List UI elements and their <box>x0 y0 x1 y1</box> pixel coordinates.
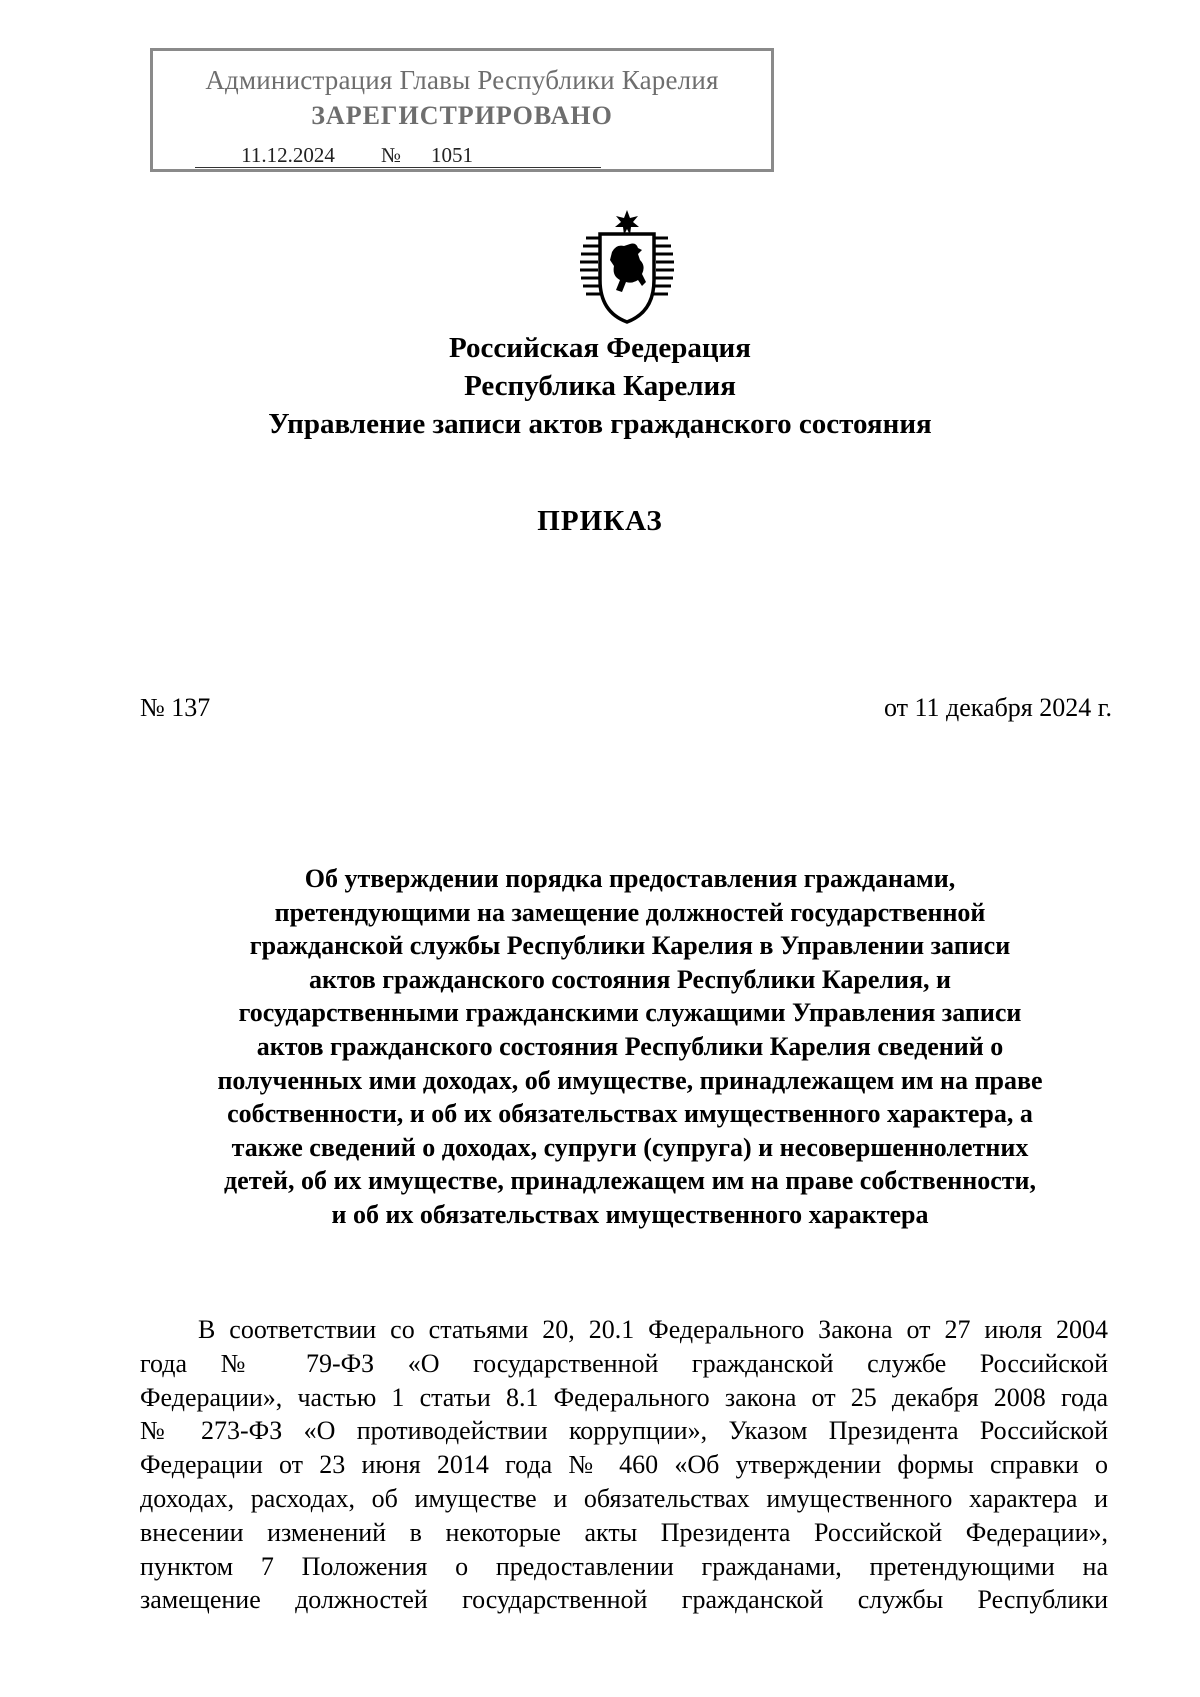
body-line: пунктом 7 Положения о предоставлении гражданами, претендующими на <box>140 1551 1108 1581</box>
registration-stamp <box>150 48 774 172</box>
header-country: Российская Федерация <box>449 332 751 364</box>
stamp-title: Администрация Главы Республики Карелия <box>205 65 719 95</box>
subject-line: полученных ими доходах, об имуществе, принадлежащем им на праве <box>217 1065 1043 1095</box>
stamp-date: 11.12.2024 <box>195 143 381 168</box>
body-line: замещение должностей государственной гражданской службы Республики <box>140 1585 1108 1615</box>
stamp-number-sign: № <box>381 143 402 167</box>
document-type: ПРИКАЗ <box>537 505 663 537</box>
order-date: от 11 декабря 2024 г. <box>883 693 1112 722</box>
body-line: доходах, расходах, об имуществе и обязательствах имущественного характера и <box>140 1483 1108 1513</box>
subject-line: детей, об их имуществе, принадлежащем им на праве собственности, <box>224 1166 1036 1196</box>
body-line: Федерации от 23 июня 2014 года № 460 «Об утверждении формы справки о <box>140 1450 1108 1480</box>
body-line: года № 79-ФЗ «О государственной гражданской службе Российской <box>140 1348 1108 1378</box>
subject-line: собственности, и об их обязательствах имущественного характера, а <box>227 1099 1033 1129</box>
subject-line: и об их обязательствах имущественного характера <box>331 1199 929 1229</box>
header-republic: Республика Карелия <box>464 370 736 402</box>
header-agency: Управление записи актов гражданского состояния <box>268 408 932 440</box>
stamp-registration-line <box>195 143 601 169</box>
stamp-status: ЗАРЕГИСТРИРОВАНО <box>311 101 613 130</box>
order-subject <box>100 862 1160 1232</box>
body-line: № 273-ФЗ «О противодействии коррупции», Указом Президента Российской <box>140 1416 1108 1446</box>
body-line: В соответствии со статьями 20, 20.1 Федерального Закона от 27 июля 2004 <box>198 1315 1108 1344</box>
body-paragraph <box>140 1313 1108 1617</box>
subject-line: государственными гражданскими служащими Управления записи <box>238 998 1022 1028</box>
subject-line: также сведений о доходах, супруги (супруга) и несовершеннолетних <box>231 1132 1029 1162</box>
body-line: Федерации», частью 1 статьи 8.1 Федерального закона от 25 декабря 2008 года <box>140 1382 1108 1412</box>
subject-line: гражданской службы Республики Карелия в Управлении записи <box>249 931 1011 961</box>
emblem-star <box>615 210 639 235</box>
subject-line: претендующими на замещение должностей государственной <box>274 897 986 927</box>
subject-line: Об утверждении порядка предоставления гражданами, <box>304 864 956 893</box>
body-line: внесении изменений в некоторые акты Президента Российской Федерации», <box>140 1517 1108 1547</box>
order-number: № 137 <box>140 693 211 722</box>
subject-line: актов гражданского состояния Республики Карелия, и <box>308 964 952 994</box>
subject-line: актов гражданского состояния Республики Карелия сведений о <box>256 1031 1004 1061</box>
stamp-number: 1051 <box>401 143 601 168</box>
karelia-coat-of-arms-icon <box>572 208 682 326</box>
